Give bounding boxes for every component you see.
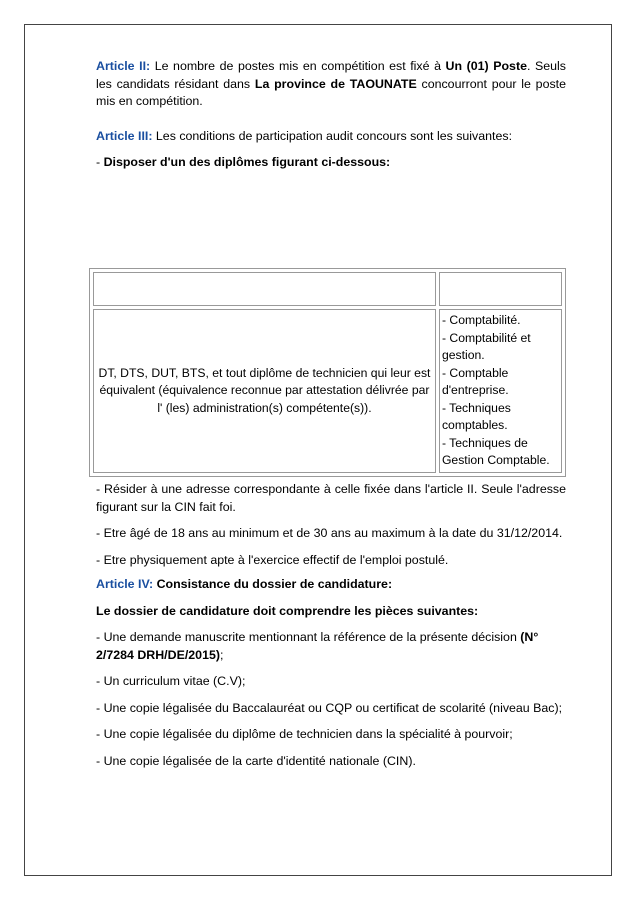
requirement-item: - Une copie légalisée du diplôme de technicien dans la spécialité à pourvoir; xyxy=(96,727,513,741)
requirement-item: - Une copie légalisée du Baccalauréat ou CQP ou certificat de scolarité (niveau Bac); xyxy=(96,700,563,715)
condition-age: - Etre âgé de 18 ans au minimum et de 30 ans au maximum à la date du 31/12/2014. xyxy=(96,526,563,540)
requirement-request-end: ; xyxy=(219,647,224,662)
diploma-condition xyxy=(96,154,566,172)
specialty-item: - Comptable d'entreprise. xyxy=(441,365,509,397)
article-2-label: Article II: xyxy=(96,59,151,73)
table-header-row xyxy=(93,272,562,306)
requirement-request xyxy=(96,629,566,664)
diploma-cell: DT, DTS, DUT, BTS, et tout diplôme de technicien qui leur est équivalent (équivalence reconnue par attestation délivrée par l' (les) administration(s) compétente(s)). xyxy=(93,309,436,473)
diploma-table xyxy=(89,268,566,477)
article-2-block xyxy=(96,58,566,172)
specialty-cell xyxy=(439,309,562,473)
requirement-request-text: - Une demande manuscrite mentionnant la référence de la présente décision xyxy=(96,630,521,644)
specialty-item: - Comptabilité. xyxy=(441,313,521,327)
requirement-item: - Une copie légalisée de la carte d'identité nationale (CIN). xyxy=(96,753,416,768)
diploma-condition-prefix: - xyxy=(96,155,104,169)
article-3-paragraph xyxy=(96,128,566,146)
condition-fitness: - Etre physiquement apte à l'exercice effectif de l'emploi postulé. xyxy=(96,552,449,567)
diploma-condition-text: Disposer d'un des diplômes figurant ci-dessous: xyxy=(103,155,391,169)
article-2-text-3: concourront pour le poste mis en compétition. xyxy=(96,76,566,108)
article-4-heading xyxy=(96,576,566,594)
specialty-item: - Comptabilité et gestion. xyxy=(441,330,531,362)
decision-reference: (N° 2/7284 DRH/DE/2015) xyxy=(96,630,539,662)
table-header-cell-specialty xyxy=(439,272,562,306)
article-3-text: Les conditions de participation audit concours sont les suivantes: xyxy=(152,128,513,143)
article-2-text-2: . Seuls les candidats résidant dans xyxy=(96,59,566,91)
posts-count: Un (01) Poste xyxy=(445,59,527,73)
article-4-title: Consistance du dossier de candidature: xyxy=(153,577,393,591)
dossier-intro: Le dossier de candidature doit comprendre les pièces suivantes: xyxy=(96,603,479,618)
table-header-cell-diploma xyxy=(93,272,436,306)
article-4-label: Article IV: xyxy=(96,577,154,591)
article-3-label: Article III: xyxy=(96,128,153,143)
table-row xyxy=(93,309,562,473)
province-name: La province de TAOUNATE xyxy=(254,76,417,91)
requirement-item: - Un curriculum vitae (C.V); xyxy=(96,674,246,688)
specialty-item: - Techniques de Gestion Comptable. xyxy=(441,435,550,467)
article-2-text: Le nombre de postes mis en compétition est fixé à xyxy=(150,59,446,73)
specialty-item: - Techniques comptables. xyxy=(441,400,511,432)
condition-residence: - Résider à une adresse correspondante à celle fixée dans l'article II. Seule l'adresse figurant sur la CIN fait foi. xyxy=(96,482,566,514)
article-2-paragraph xyxy=(96,58,566,111)
conditions-block xyxy=(96,481,566,770)
